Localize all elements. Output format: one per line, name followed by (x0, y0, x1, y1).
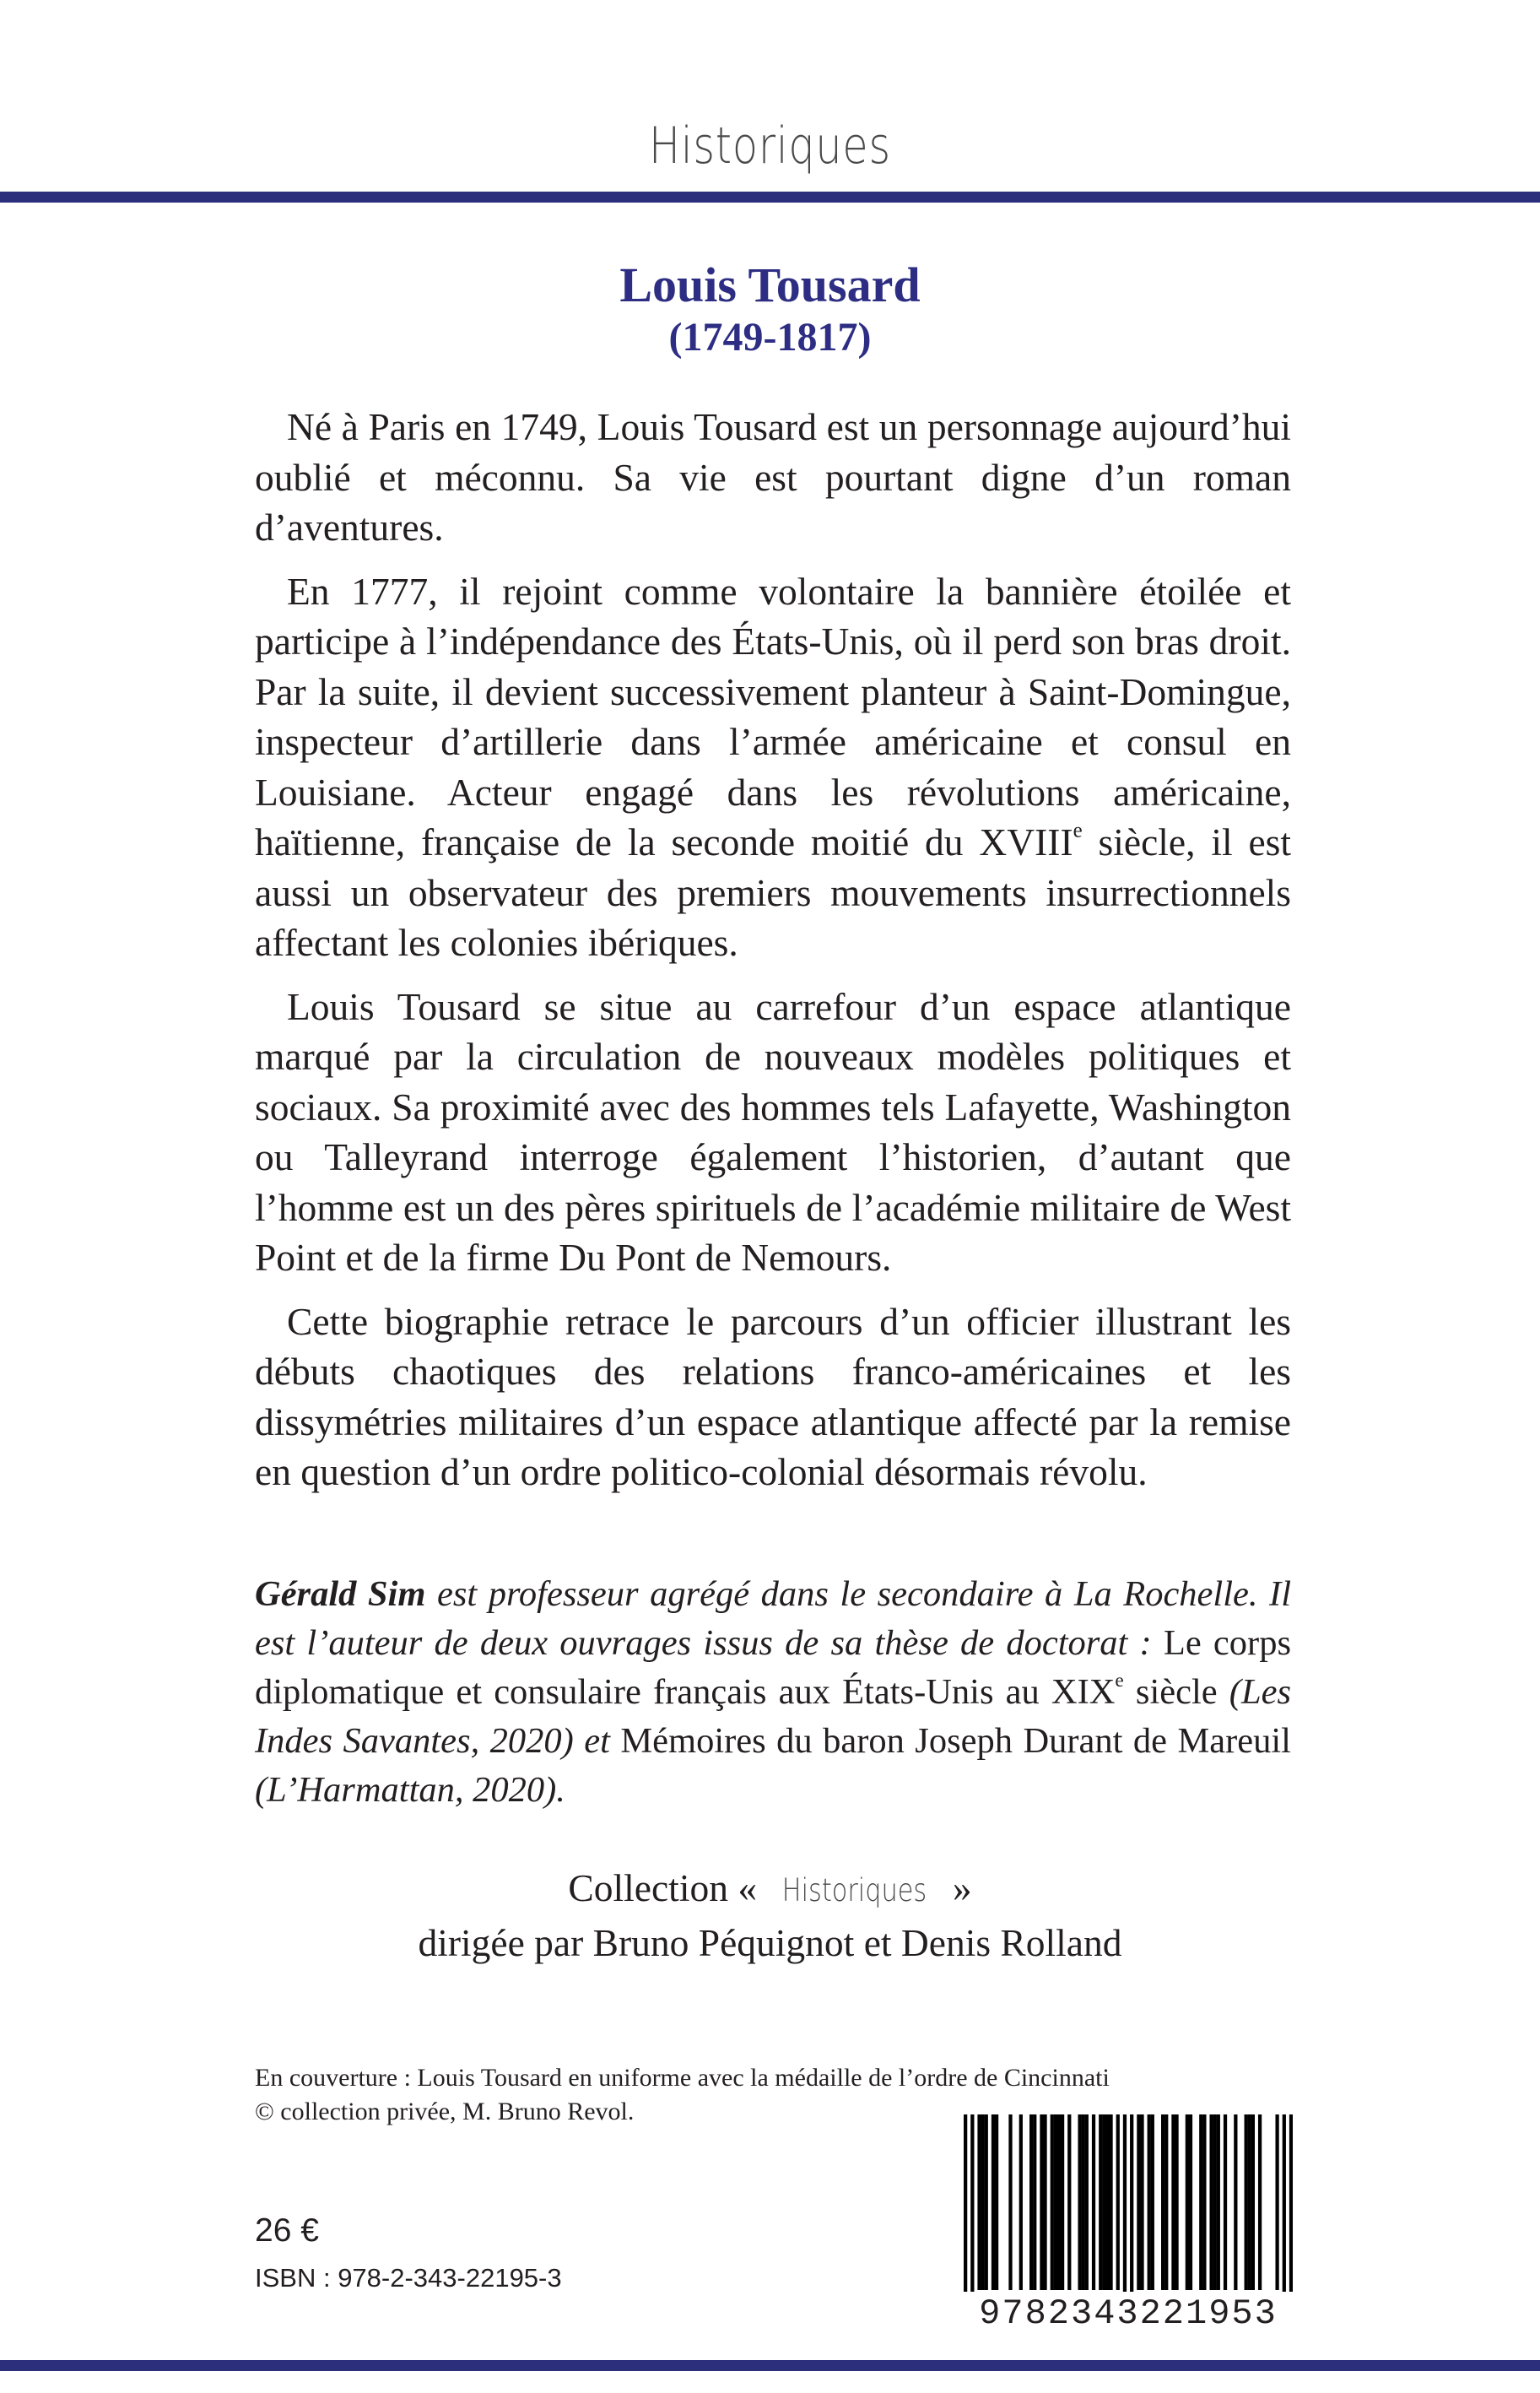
barcode-bar (1217, 2114, 1220, 2290)
barcode-bar (985, 2114, 988, 2290)
book1-publisher: (Les Indes Savantes, 2020) et (255, 1672, 1291, 1761)
barcode-digits: 9782343221953 (964, 2292, 1293, 2336)
collection-prefix: Collection « (568, 1866, 767, 1909)
synopsis-paragraph: Cette biographie retrace le parcours d’un officier illustrant les débuts chaotiques des relations franco-américaines et les dissymétries militaires d’un espace atlantique affecté par la remise en question d’un ordre politico-colonial désormais révolu. (255, 1299, 1291, 1493)
barcode-bar (1148, 2114, 1151, 2290)
synopsis (255, 402, 1291, 1511)
barcode-bar (981, 2114, 985, 2290)
barcode-bar (1213, 2114, 1217, 2290)
collection-directors: dirigée par Bruno Péquignot et Denis Rolland (418, 1921, 1122, 1964)
barcode-bar (964, 2114, 967, 2310)
barcode-bar (1078, 2114, 1081, 2290)
barcode-bar (995, 2114, 998, 2290)
barcode-bar (1209, 2114, 1213, 2290)
barcode-bar (1116, 2114, 1120, 2290)
barcode-bar (1258, 2114, 1262, 2290)
synopsis-paragraph: Louis Tousard se situe au carrefour d’un espace atlantique marqué par la circulation de nouveaux modèles politiques et sociaux. Sa proximité avec des hommes tels Lafayette, Washington ou Talleyrand interroge également l’historien, d’autant que l’homme est un des pères spirituels de l’académie militaire de West Point et de la firme Du Pont de Nemours. (255, 984, 1291, 1279)
barcode-bar (1067, 2114, 1071, 2290)
credit-line: © collection privée, M. Bruno Revol. (255, 2098, 635, 2125)
barcode-bar (1130, 2114, 1133, 2310)
paragraph-text: En 1777, il rejoint comme volontaire la bannière étoilée et participe à l’indépendance des États-Unis, où il perd son bras droit. Par la suite, il devient successivement planteur à Saint-Domingue, inspecteur d’artillerie dans l’armée américaine et consul en Louisiane. Acteur engagé dans les révolutions américaine, haïtienne, française de la seconde moitié du (255, 569, 1291, 864)
barcode-bar (1102, 2114, 1105, 2290)
barcode-bar (970, 2114, 974, 2310)
book1-title: Le corps diplomatique et consulaire français aux États-Unis au XIX (255, 1623, 1291, 1712)
barcode-bar (1283, 2114, 1286, 2310)
barcode-bar (1245, 2114, 1248, 2290)
barcode-bar (1171, 2114, 1175, 2290)
credit-line: En couverture : Louis Tousard en uniforme avec la médaille de l’ordre de Cincinnati (255, 2064, 1110, 2092)
barcode-bar (1175, 2114, 1178, 2290)
barcode-bar (1234, 2114, 1237, 2290)
barcode-bar (1085, 2114, 1089, 2290)
barcode-bar (1275, 2114, 1278, 2290)
barcode-bar (1043, 2114, 1046, 2290)
price: 26 € (255, 2212, 319, 2249)
barcode-bar (1199, 2114, 1202, 2290)
barcode-bar (1137, 2114, 1140, 2290)
barcode-bar (1224, 2114, 1227, 2290)
paragraph-text: siècle, il est aussi un observateur des premiers mouvements insurrectionnels affectant les colonies ibériques. (255, 820, 1292, 964)
bottom-rule (0, 2360, 1540, 2371)
barcode-bar (992, 2114, 995, 2290)
barcode-bar (1161, 2114, 1164, 2290)
barcode-bar (1033, 2114, 1036, 2290)
collection-info (0, 1862, 1540, 1969)
collection-line (0, 1862, 1540, 1917)
barcode-bar (1202, 2114, 1206, 2290)
synopsis-paragraph (255, 566, 1291, 968)
barcode-bar (1051, 2114, 1054, 2290)
book-title: Louis Tousard (619, 257, 921, 312)
top-rule (0, 192, 1540, 203)
barcode-bar (1289, 2114, 1293, 2310)
barcode-bar (1151, 2114, 1154, 2290)
barcode-bar (1109, 2114, 1112, 2290)
barcode-bar (1099, 2114, 1102, 2290)
barcode-bar (1057, 2114, 1061, 2290)
barcode-bar (1189, 2114, 1192, 2290)
barcode-bar (1123, 2114, 1127, 2310)
barcode-bar (1092, 2114, 1095, 2290)
barcode-bar (1164, 2114, 1168, 2290)
barcode-bar (1251, 2114, 1255, 2290)
century-superscript: e (1073, 819, 1083, 842)
book2-publisher: (L’Harmattan, 2020). (255, 1770, 565, 1810)
author-name: Gérald Sim (255, 1574, 426, 1614)
series-logo: Historiques (649, 116, 891, 176)
barcode-bar (1105, 2114, 1109, 2290)
author-intro: est professeur agrégé dans le secondaire à La Rochelle. Il est l’auteur de deux ouvrages issus de sa thèse de doctorat : (255, 1574, 1292, 1663)
barcode-bar (1029, 2114, 1033, 2290)
book2-title: Mémoires du baron Joseph Durant de Mareuil (620, 1721, 1291, 1761)
barcode-bar (1008, 2114, 1012, 2290)
barcode-bar (1082, 2114, 1085, 2290)
book-dates: (1749-1817) (668, 315, 872, 360)
book1-superscript: e (1115, 1670, 1124, 1692)
barcode-bar (1019, 2114, 1023, 2290)
barcode-bar (1061, 2114, 1064, 2290)
barcode-bar (977, 2114, 981, 2290)
synopsis-paragraph: Né à Paris en 1749, Louis Tousard est un personnage aujourd’hui oublié et méconnu. Sa vie est pourtant digne d’un roman d’aventures. (255, 405, 1291, 549)
collection-logo: Historiques (782, 1872, 927, 1908)
century-numeral: XVIII (979, 820, 1073, 864)
barcode (964, 2114, 1293, 2336)
book1-title-end: siècle (1123, 1672, 1218, 1712)
barcode-bar (1054, 2114, 1057, 2290)
barcode-bar (1140, 2114, 1143, 2290)
isbn: ISBN : 978-2-343-22195-3 (255, 2263, 562, 2293)
barcode-bar (1248, 2114, 1251, 2290)
collection-suffix: » (943, 1866, 972, 1909)
author-bio (255, 1570, 1291, 1815)
barcode-bar (1186, 2114, 1189, 2290)
barcode-bar (1040, 2114, 1043, 2290)
